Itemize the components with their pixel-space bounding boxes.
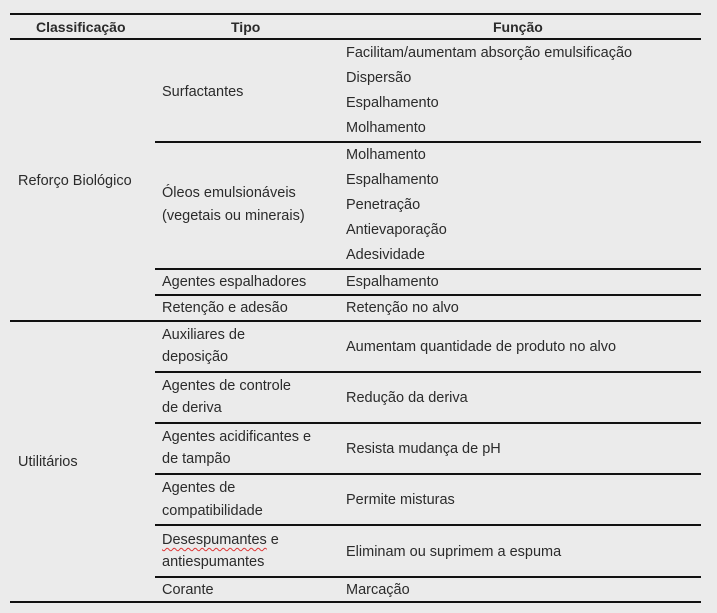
tipo-cell: Surfactantes — [162, 84, 244, 100]
funcao-cell: Espalhamento — [346, 274, 439, 290]
funcao-cell: Molhamento — [346, 147, 426, 163]
tipo-cell: de deriva — [162, 400, 222, 416]
funcao-cell: Facilitam/aumentam absorção emulsificação — [346, 45, 633, 61]
classificacao-utilitarios: Utilitários — [18, 454, 78, 470]
tipo-cell: (vegetais ou minerais) — [162, 208, 305, 224]
funcao-cell: Resista mudança de pH — [346, 441, 501, 457]
row-rule — [155, 422, 701, 424]
tipo-cell: Auxiliares de — [162, 327, 246, 343]
funcao-cell: Retenção no alvo — [346, 300, 459, 316]
funcao-cell: Permite misturas — [346, 492, 455, 508]
funcao-cell: Antievaporação — [346, 222, 447, 238]
classificacao-reforco-biologico: Reforço Biológico — [18, 173, 132, 189]
header-classificacao: Classificação — [36, 19, 126, 35]
tipo-cell: deposição — [162, 349, 229, 365]
tipo-cell: antiespumantes — [162, 554, 265, 570]
funcao-cell: Espalhamento — [346, 95, 439, 111]
row-rule — [155, 473, 701, 475]
funcao-cell: Aumentam quantidade de produto no alvo — [346, 339, 617, 355]
funcao-cell: Marcação — [346, 582, 410, 598]
tipo-cell: Desespumantes e — [162, 532, 279, 548]
row-rule — [155, 371, 701, 373]
tipo-cell: Agentes espalhadores — [162, 274, 307, 290]
funcao-cell: Molhamento — [346, 120, 426, 136]
header-tipo: Tipo — [231, 19, 261, 35]
tipo-cell: Agentes acidificantes e — [162, 429, 312, 445]
tipo-cell: Agentes de — [162, 480, 236, 496]
tipo-cell: compatibilidade — [162, 503, 263, 519]
tipo-cell: Corante — [162, 582, 214, 598]
row-rule — [155, 576, 701, 578]
tipo-cell: Agentes de controle — [162, 378, 291, 394]
funcao-cell: Dispersão — [346, 70, 412, 86]
row-rule — [155, 524, 701, 526]
funcao-cell: Eliminam ou suprimem a espuma — [346, 544, 562, 560]
row-rule — [155, 141, 701, 143]
header-funcao: Função — [493, 19, 543, 35]
funcao-cell: Redução da deriva — [346, 390, 468, 406]
funcao-cell: Adesividade — [346, 247, 425, 263]
tipo-cell: Óleos emulsionáveis — [162, 185, 296, 201]
spellcheck-word: Desespumantes — [162, 532, 267, 548]
tipo-cell: de tampão — [162, 451, 231, 467]
funcao-cell: Penetração — [346, 197, 421, 213]
tipo-cell: Retenção e adesão — [162, 300, 288, 316]
funcao-cell: Espalhamento — [346, 172, 439, 188]
